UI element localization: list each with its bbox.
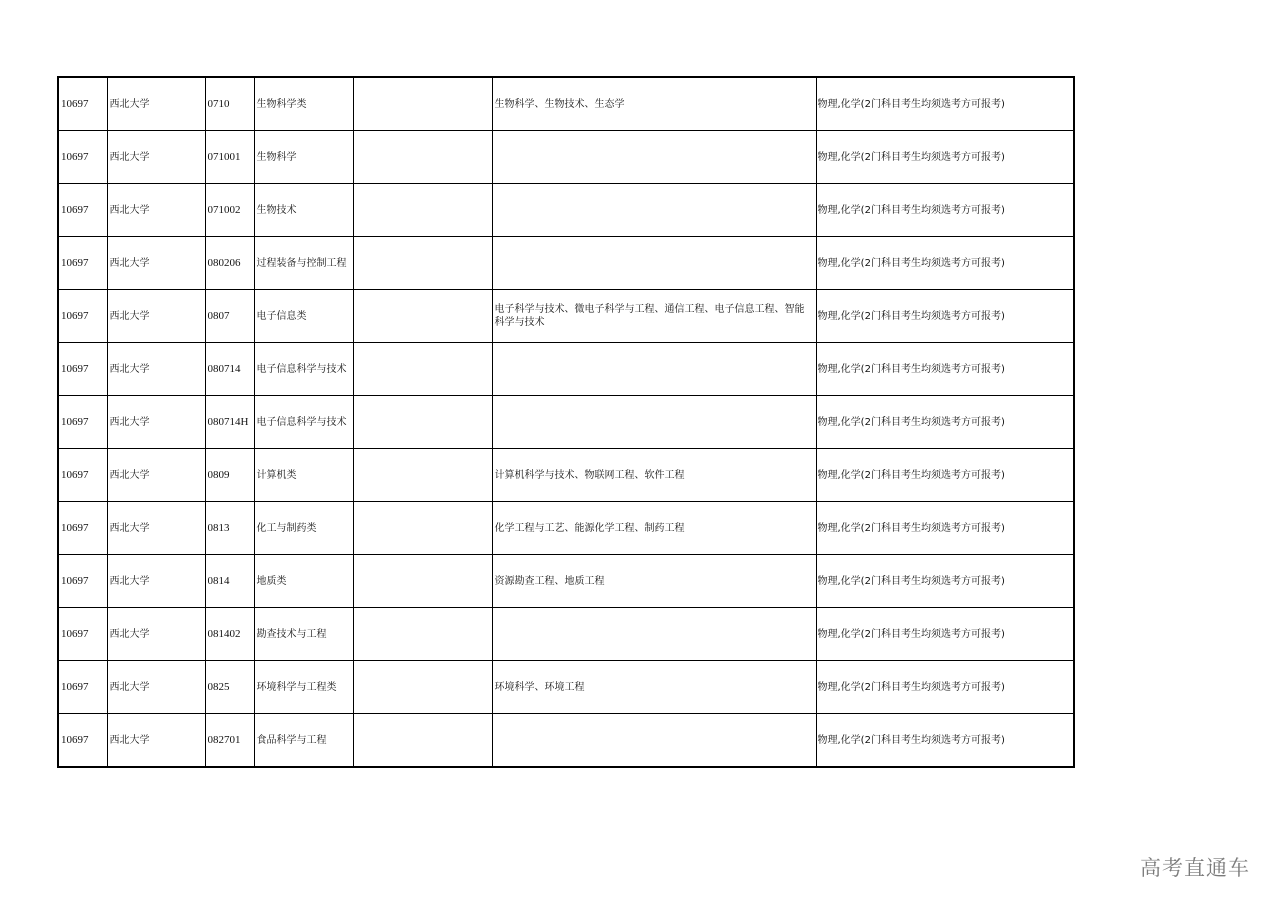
school-code-cell: 10697 — [58, 77, 107, 131]
included-majors-cell — [492, 343, 816, 396]
major-code-cell: 082701 — [205, 714, 254, 768]
major-name-cell: 电子信息科学与技术 — [254, 396, 353, 449]
school-name-cell: 西北大学 — [107, 131, 205, 184]
major-name-cell: 生物科学类 — [254, 77, 353, 131]
major-name-cell: 勘查技术与工程 — [254, 608, 353, 661]
major-name-cell: 电子信息类 — [254, 290, 353, 343]
included-majors-cell — [492, 237, 816, 290]
school-code-cell: 10697 — [58, 131, 107, 184]
major-name-cell: 地质类 — [254, 555, 353, 608]
empty-cell — [353, 555, 492, 608]
school-code-cell: 10697 — [58, 396, 107, 449]
empty-cell — [353, 661, 492, 714]
subject-requirement-cell: 物理,化学(2门科目考生均须选考方可报考) — [816, 608, 1074, 661]
school-name-cell: 西北大学 — [107, 184, 205, 237]
included-majors-cell — [492, 714, 816, 768]
included-majors-cell: 化学工程与工艺、能源化学工程、制药工程 — [492, 502, 816, 555]
major-code-cell: 080714 — [205, 343, 254, 396]
major-name-cell: 环境科学与工程类 — [254, 661, 353, 714]
major-code-cell: 0825 — [205, 661, 254, 714]
table-row — [58, 290, 1074, 343]
school-name-cell: 西北大学 — [107, 237, 205, 290]
empty-cell — [353, 449, 492, 502]
subject-requirement-cell: 物理,化学(2门科目考生均须选考方可报考) — [816, 449, 1074, 502]
school-code-cell: 10697 — [58, 608, 107, 661]
school-code-cell: 10697 — [58, 237, 107, 290]
table-row — [58, 131, 1074, 184]
school-code-cell: 10697 — [58, 502, 107, 555]
subject-requirement-cell: 物理,化学(2门科目考生均须选考方可报考) — [816, 661, 1074, 714]
major-code-cell: 0809 — [205, 449, 254, 502]
subject-requirement-cell: 物理,化学(2门科目考生均须选考方可报考) — [816, 396, 1074, 449]
school-code-cell: 10697 — [58, 184, 107, 237]
subject-requirement-cell: 物理,化学(2门科目考生均须选考方可报考) — [816, 555, 1074, 608]
school-code-cell: 10697 — [58, 661, 107, 714]
empty-cell — [353, 343, 492, 396]
table-body — [58, 77, 1074, 767]
watermark-text: 高考直通车 — [1140, 856, 1250, 880]
major-code-cell: 071001 — [205, 131, 254, 184]
table-row — [58, 77, 1074, 131]
major-name-cell: 生物技术 — [254, 184, 353, 237]
school-name-cell: 西北大学 — [107, 343, 205, 396]
school-code-cell: 10697 — [58, 555, 107, 608]
major-name-cell: 计算机类 — [254, 449, 353, 502]
major-code-cell: 0814 — [205, 555, 254, 608]
table-row — [58, 343, 1074, 396]
school-name-cell: 西北大学 — [107, 290, 205, 343]
empty-cell — [353, 131, 492, 184]
subject-requirement-cell: 物理,化学(2门科目考生均须选考方可报考) — [816, 237, 1074, 290]
included-majors-cell: 生物科学、生物技术、生态学 — [492, 77, 816, 131]
included-majors-cell — [492, 396, 816, 449]
included-majors-cell — [492, 608, 816, 661]
included-majors-cell — [492, 131, 816, 184]
table-row — [58, 555, 1074, 608]
subject-requirement-cell: 物理,化学(2门科目考生均须选考方可报考) — [816, 714, 1074, 768]
included-majors-cell: 环境科学、环境工程 — [492, 661, 816, 714]
major-code-cell: 0710 — [205, 77, 254, 131]
subject-requirement-cell: 物理,化学(2门科目考生均须选考方可报考) — [816, 184, 1074, 237]
subject-requirement-table — [57, 76, 1075, 768]
school-name-cell: 西北大学 — [107, 449, 205, 502]
major-name-cell: 电子信息科学与技术 — [254, 343, 353, 396]
included-majors-cell: 计算机科学与技术、物联网工程、软件工程 — [492, 449, 816, 502]
school-name-cell: 西北大学 — [107, 714, 205, 768]
school-name-cell: 西北大学 — [107, 396, 205, 449]
subject-requirement-cell: 物理,化学(2门科目考生均须选考方可报考) — [816, 77, 1074, 131]
table-row — [58, 184, 1074, 237]
major-name-cell: 食品科学与工程 — [254, 714, 353, 768]
school-code-cell: 10697 — [58, 714, 107, 768]
subject-requirement-cell: 物理,化学(2门科目考生均须选考方可报考) — [816, 502, 1074, 555]
table-row — [58, 714, 1074, 768]
major-code-cell: 0807 — [205, 290, 254, 343]
school-name-cell: 西北大学 — [107, 608, 205, 661]
subject-requirement-cell: 物理,化学(2门科目考生均须选考方可报考) — [816, 290, 1074, 343]
school-name-cell: 西北大学 — [107, 77, 205, 131]
table-row — [58, 661, 1074, 714]
included-majors-cell: 资源勘查工程、地质工程 — [492, 555, 816, 608]
empty-cell — [353, 502, 492, 555]
subject-requirement-cell: 物理,化学(2门科目考生均须选考方可报考) — [816, 131, 1074, 184]
school-code-cell: 10697 — [58, 449, 107, 502]
included-majors-cell: 电子科学与技术、微电子科学与工程、通信工程、电子信息工程、智能科学与技术 — [492, 290, 816, 343]
major-code-cell: 080206 — [205, 237, 254, 290]
major-name-cell: 过程装备与控制工程 — [254, 237, 353, 290]
empty-cell — [353, 290, 492, 343]
major-code-cell: 080714H — [205, 396, 254, 449]
table-row — [58, 449, 1074, 502]
empty-cell — [353, 184, 492, 237]
school-code-cell: 10697 — [58, 343, 107, 396]
school-name-cell: 西北大学 — [107, 555, 205, 608]
major-name-cell: 生物科学 — [254, 131, 353, 184]
table-row — [58, 396, 1074, 449]
major-code-cell: 081402 — [205, 608, 254, 661]
subject-requirement-cell: 物理,化学(2门科目考生均须选考方可报考) — [816, 343, 1074, 396]
table-row — [58, 502, 1074, 555]
major-code-cell: 0813 — [205, 502, 254, 555]
major-name-cell: 化工与制药类 — [254, 502, 353, 555]
included-majors-cell — [492, 184, 816, 237]
empty-cell — [353, 714, 492, 768]
school-code-cell: 10697 — [58, 290, 107, 343]
empty-cell — [353, 608, 492, 661]
school-name-cell: 西北大学 — [107, 661, 205, 714]
table-row — [58, 237, 1074, 290]
table-row — [58, 608, 1074, 661]
empty-cell — [353, 237, 492, 290]
empty-cell — [353, 396, 492, 449]
school-name-cell: 西北大学 — [107, 502, 205, 555]
empty-cell — [353, 77, 492, 131]
major-code-cell: 071002 — [205, 184, 254, 237]
